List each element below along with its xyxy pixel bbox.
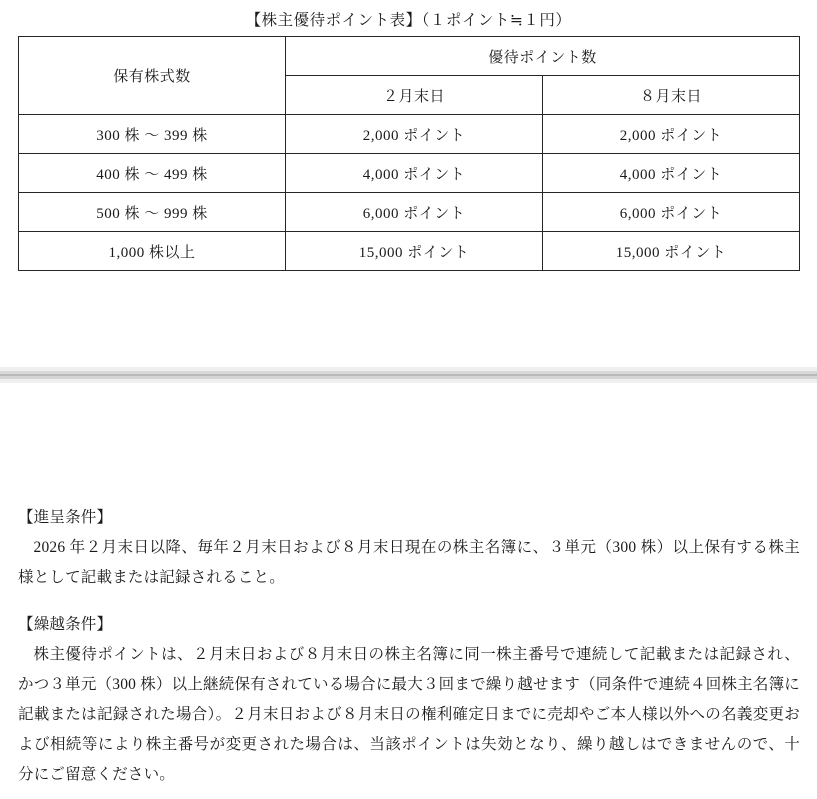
cell-feb: 6,000 ポイント xyxy=(286,193,543,232)
header-aug: ８月末日 xyxy=(543,76,800,115)
table-row xyxy=(19,154,800,193)
table-row xyxy=(19,232,800,271)
section-carryover-conditions xyxy=(18,610,800,790)
table-row xyxy=(19,115,800,154)
page-fold-separator xyxy=(0,367,817,385)
cell-shares: 300 株 〜 399 株 xyxy=(19,115,286,154)
section-paragraph: 株主優待ポイントは、２月末日および８月末日の株主名簿に同一株主番号で連続して記載または記録され、かつ３単元（300 株）以上継続保有されている場合に最大３回まで繰り越せます（同条件で連続４回株主名簿に記載または記録された場合）。２月末日および８月末日の権利確定日までに売却やご本人様以外への名義変更および相続等により株主番号が変更された場合は、当該ポイントは失効となり、繰り越しはできませんので、十分にご留意ください。 xyxy=(18,646,800,783)
section-grant-conditions xyxy=(18,503,800,593)
cell-feb: 4,000 ポイント xyxy=(286,154,543,193)
page-title: 【株主優待ポイント表】（１ポイント≒１円） xyxy=(245,12,572,29)
table-header-row-1 xyxy=(19,37,800,76)
section-heading: 【進呈条件】 xyxy=(18,509,113,526)
header-feb: ２月末日 xyxy=(286,76,543,115)
cell-shares: 500 株 〜 999 株 xyxy=(19,193,286,232)
cell-aug: 15,000 ポイント xyxy=(543,232,800,271)
cell-feb: 2,000 ポイント xyxy=(286,115,543,154)
shareholder-points-table xyxy=(18,36,800,271)
section-heading: 【繰越条件】 xyxy=(18,616,113,633)
points-table-container xyxy=(0,36,817,271)
cell-shares: 1,000 株以上 xyxy=(19,232,286,271)
cell-aug: 2,000 ポイント xyxy=(543,115,800,154)
section-paragraph: 2026 年２月末日以降、毎年２月末日および８月末日現在の株主名簿に、３単元（300 株）以上保有する株主様として記載または記録されること。 xyxy=(18,539,800,586)
table-row xyxy=(19,193,800,232)
header-points-group: 優待ポイント数 xyxy=(286,37,800,76)
cell-aug: 4,000 ポイント xyxy=(543,154,800,193)
cell-feb: 15,000 ポイント xyxy=(286,232,543,271)
cell-shares: 400 株 〜 499 株 xyxy=(19,154,286,193)
header-shares: 保有株式数 xyxy=(19,37,286,115)
cell-aug: 6,000 ポイント xyxy=(543,193,800,232)
